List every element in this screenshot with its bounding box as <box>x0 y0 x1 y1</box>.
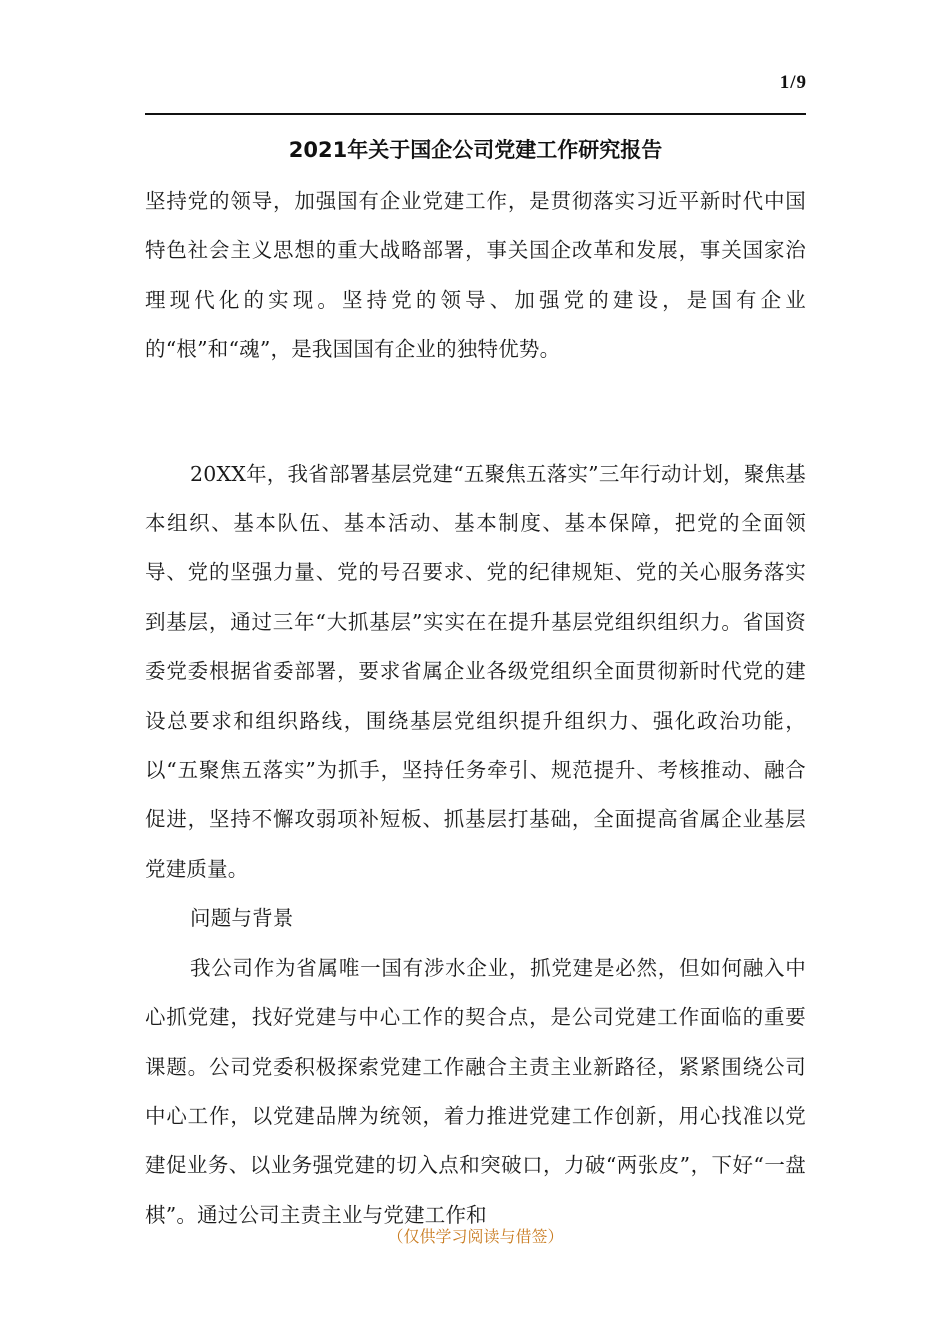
paragraph-intro: 坚持党的领导，加强国有企业党建工作，是贯彻落实习近平新时代中国特色社会主义思想的重大战略部署，事关国企改革和发展，事关国家治理现代化的实现。坚持党的领导、加强党的建设，是国有企业的“根”和“魂”，是我国国有企业的独特优势。 <box>145 189 806 362</box>
header-divider <box>145 113 806 115</box>
paragraph-gap <box>145 375 806 424</box>
section-heading-background: 问题与背景 <box>190 906 294 931</box>
paragraph-gap <box>145 424 806 450</box>
paragraph-plan: 20XX年，我省部署基层党建“五聚焦五落实”三年行动计划，聚焦基本组织、基本队伍、基本活动、基本制度、基本保障，把党的全面领导、党的坚强力量、党的号召要求、党的纪律规矩、党的关心服务落实到基层，通过三年“大抓基层”实实在在提升基层党组织组织力。省国资委党委根据省委部署，要求省属企业各级党组织全面贯彻新时代党的建设总要求和组织路线，围绕基层党组织提升组织力、强化政治功能，以“五聚焦五落实”为抓手，坚持任务牵引、规范提升、考核推动、融合促进，坚持不懈攻弱项补短板、抓基层打基础，全面提高省属企业基层党建质量。 <box>145 461 806 881</box>
document-body <box>145 177 806 1240</box>
paragraph-company: 我公司作为省属唯一国有涉水企业，抓党建是必然，但如何融入中心抓党建，找好党建与中心工作的契合点，是公司党建工作面临的重要课题。公司党委积极探索党建工作融合主责主业新路径，紧紧围绕公司中心工作，以党建品牌为统领，着力推进党建工作创新，用心找准以党建促业务、以业务强党建的切入点和突破口，力破“两张皮”，下好“一盘棋”。通过公司主责主业与党建工作和 <box>145 955 806 1227</box>
document-title: 2021年关于国企公司党建工作研究报告 <box>288 138 663 162</box>
footer-disclaimer: （仅供学习阅读与借签） <box>387 1227 564 1246</box>
page-number: 1/9 <box>779 72 807 93</box>
